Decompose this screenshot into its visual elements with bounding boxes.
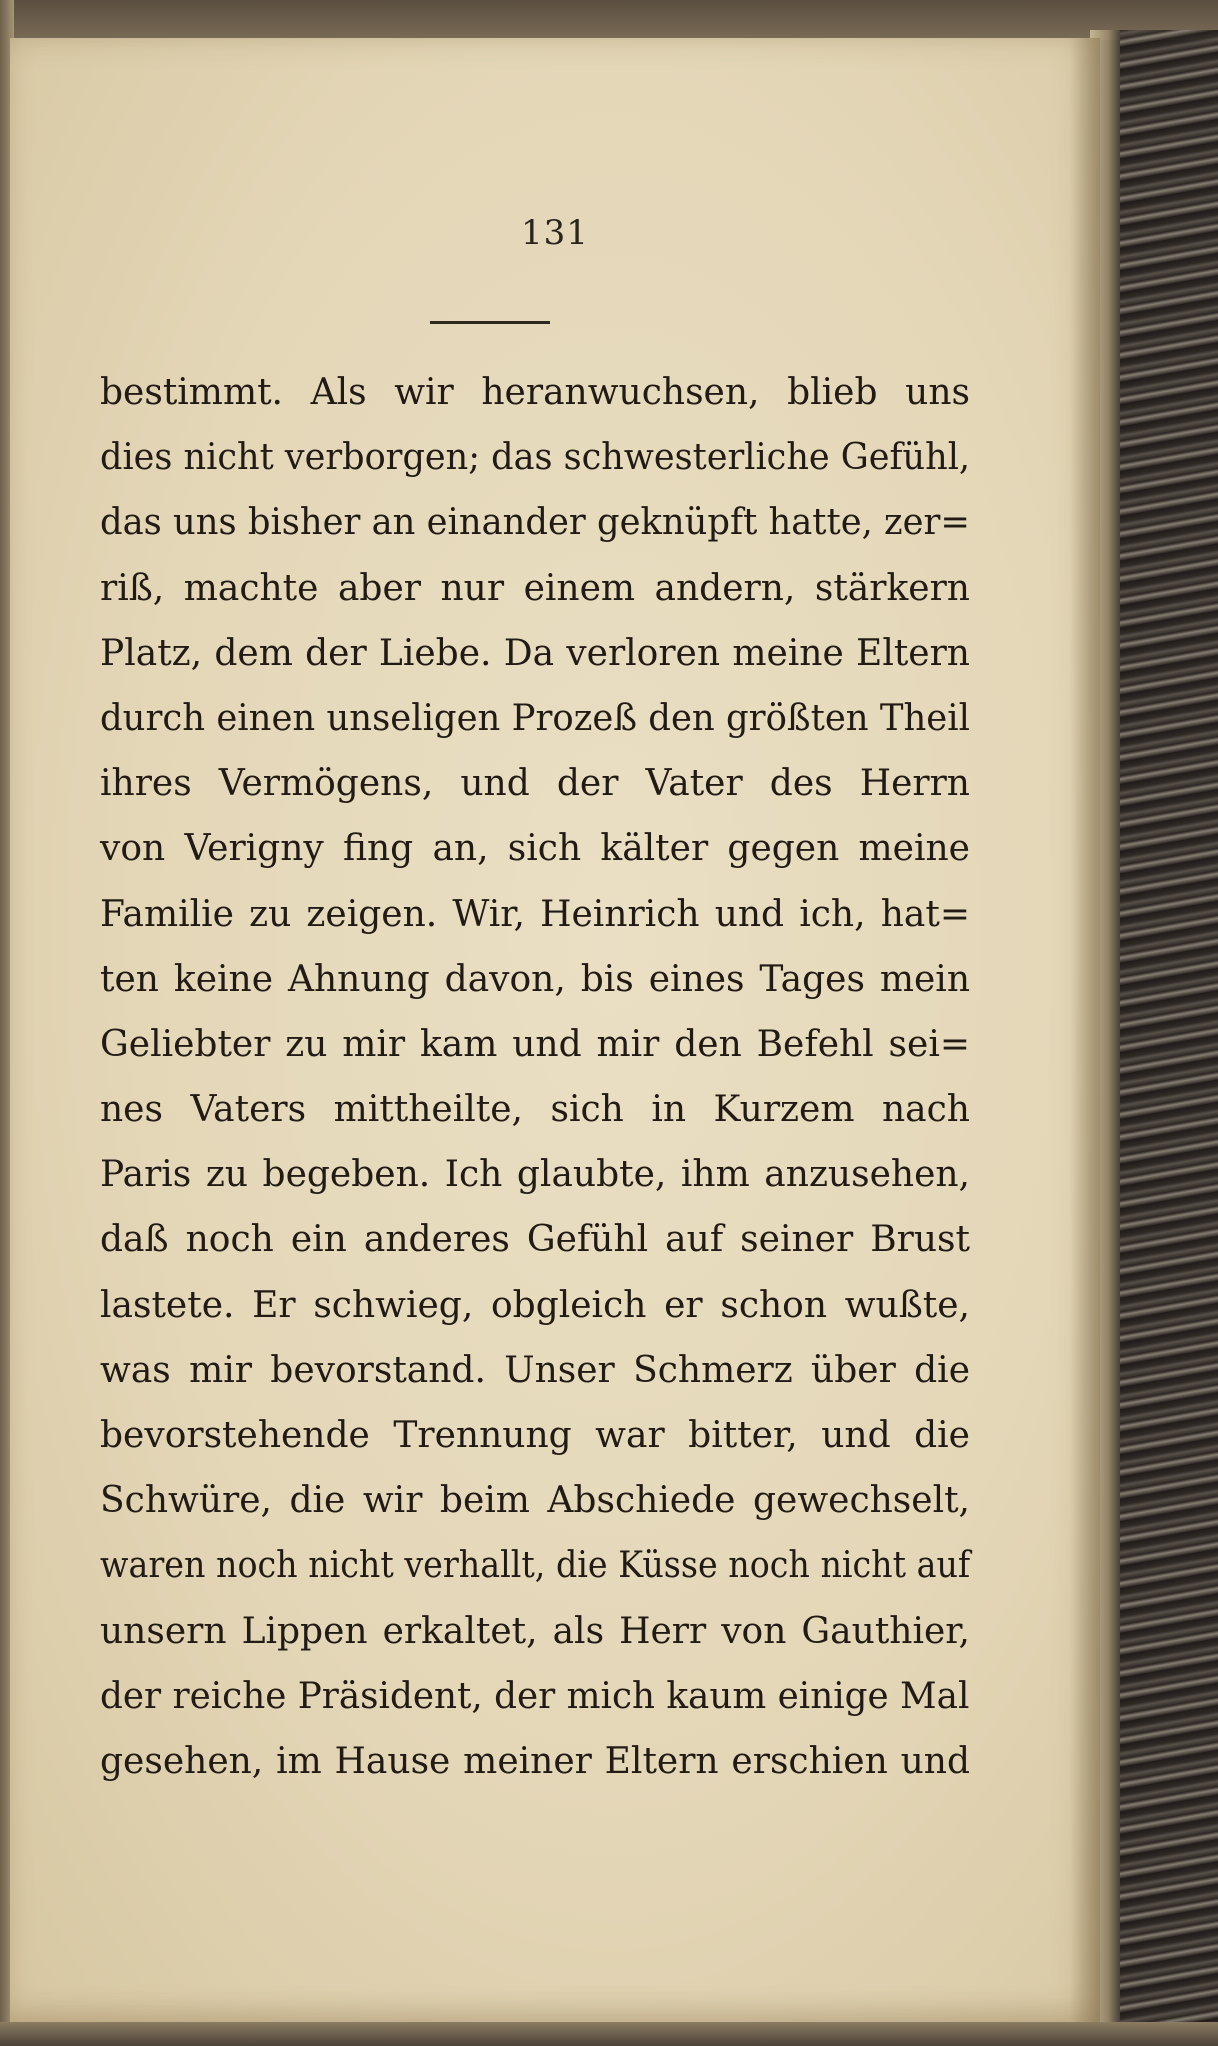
text-line: Platz, dem der Liebe. Da verloren meine Eltern bbox=[100, 632, 970, 674]
text-line: Paris zu begeben. Ich glaubte, ihm anzusehen, bbox=[100, 1154, 970, 1196]
scan-top-shadow bbox=[0, 0, 1218, 40]
text-line: das uns bisher an einander geknüpft hatte, zer= bbox=[100, 502, 971, 544]
body-text bbox=[100, 360, 970, 1794]
text-line: dies nicht verborgen; das schwesterliche Gefühl, bbox=[100, 437, 971, 479]
text-line: Familie zu zeigen. Wir, Heinrich und ich, hat= bbox=[100, 893, 970, 935]
paper-page bbox=[10, 38, 1100, 2023]
text-line: riß, machte aber nur einem andern, stärkern bbox=[100, 567, 970, 609]
text-line: waren noch nicht verhallt, die Küsse noch nicht auf bbox=[100, 1545, 971, 1587]
text-line: der reiche Präsident, der mich kaum einige Mal bbox=[100, 1675, 970, 1717]
book-cover-edge bbox=[1090, 30, 1218, 2025]
text-line: was mir bevorstand. Unser Schmerz über die bbox=[100, 1349, 970, 1391]
text-line: Schwüre, die wir beim Abschiede gewechselt, bbox=[100, 1480, 970, 1522]
text-line: unsern Lippen erkaltet, als Herr von Gauthier, bbox=[100, 1610, 970, 1652]
scan-bottom-shadow bbox=[0, 2022, 1218, 2046]
page-number: 131 bbox=[521, 213, 589, 253]
text-line: von Verigny fing an, sich kälter gegen meine bbox=[100, 828, 970, 870]
text-line: durch einen unseligen Prozeß den größten Theil bbox=[100, 697, 970, 739]
page-gutter-shadow bbox=[1070, 38, 1100, 2023]
text-line: ten keine Ahnung davon, bis eines Tages mein bbox=[100, 958, 970, 1000]
text-line: ihres Vermögens, und der Vater des Herrn bbox=[100, 763, 970, 805]
text-line: nes Vaters mittheilte, sich in Kurzem nach bbox=[100, 1089, 970, 1131]
text-line: daß noch ein anderes Gefühl auf seiner Brust bbox=[100, 1219, 970, 1261]
header-rule bbox=[430, 321, 550, 324]
text-line: bestimmt. Als wir heranwuchsen, blieb uns bbox=[100, 372, 970, 413]
text-line: lastete. Er schwieg, obgleich er schon wußte, bbox=[100, 1284, 970, 1326]
text-line: Geliebter zu mir kam und mir den Befehl sei= bbox=[100, 1023, 970, 1065]
text-line: gesehen, im Hause meiner Eltern erschien und bbox=[100, 1740, 970, 1782]
text-line: bevorstehende Trennung war bitter, und die bbox=[100, 1415, 970, 1456]
